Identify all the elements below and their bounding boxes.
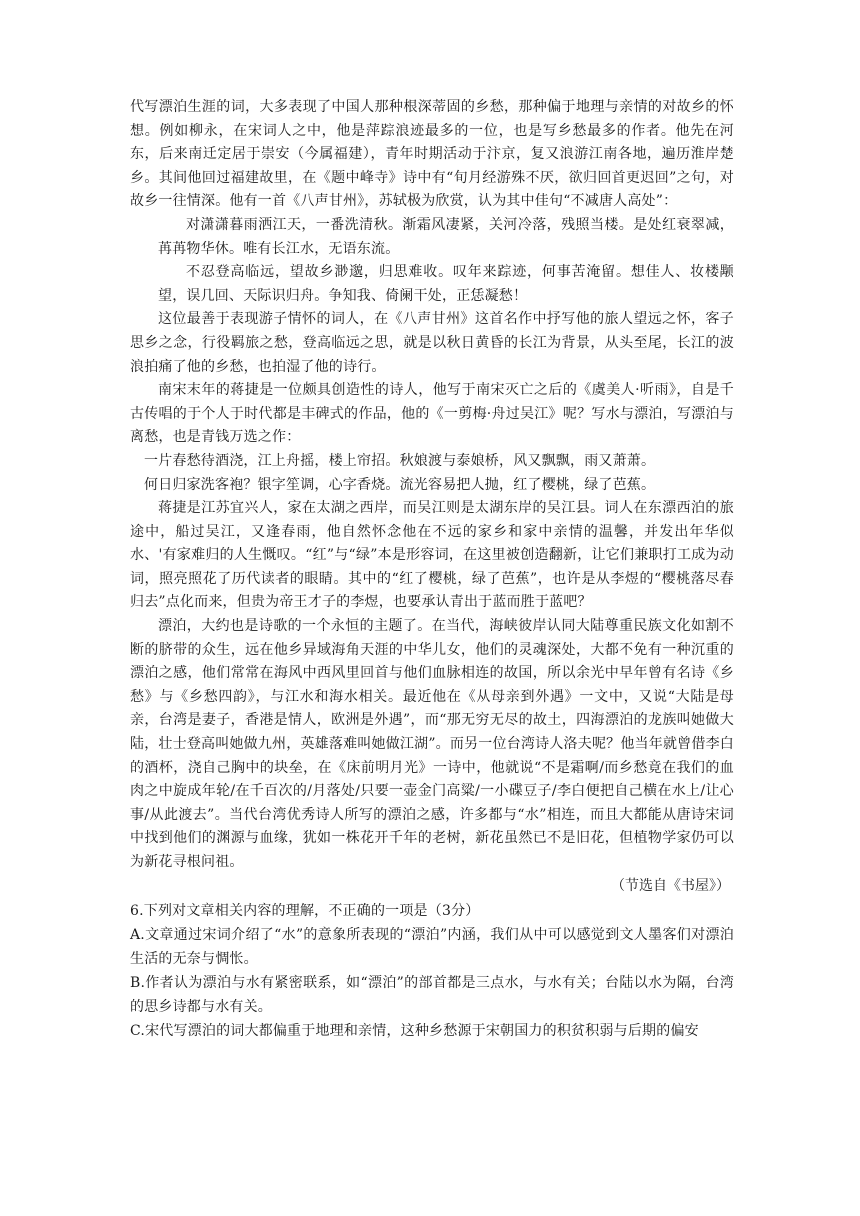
quoted-ci-stanza-1: 对潇潇暮雨洒江天，一番洗清秋。渐霜风凄紧，关河冷落，残照当楼。是处红衰翠减，苒苒物华休。唯有长江水，无语东流。 [158,216,734,257]
article-paragraph: 代写漂泊生涯的词，大多表现了中国人那种根深蒂固的乡愁，那种偏于地理与亲情的对故乡的怀想。例如柳永，在宋词人之中，他是萍踪浪迹最多的一位，也是写乡愁最多的作者。他先在河东，后来南迁定居于崇安（今属福建），青年时期活动于汴京，复又浪游江南各地，遍历淮岸楚乡。其间他回过福建故里，在《题中峰寺》诗中有“旬月经游殊不厌，欲归回首更迟回”之句，对故乡一往情深。他有一首《八声甘州》，苏轼极为欣赏，认为其中佳句“不减唐人高处”： [130,99,734,210]
article-paragraph: 蒋捷是江苏宜兴人，家在太湖之西岸，而吴江则是太湖东岸的吴江县。词人在东漂西泊的旅途中，船过吴江，又逢春雨，他自然怀念他在不远的家乡和家中亲情的温馨，并发出年华似水、'有家难归的人生慨叹。“红”与“绿”本是形容词，在这里被创造翻新，让它们兼职打工成为动词，照亮照花了历代读者的眼睛。其中的“红了樱桃，绿了芭蕉”，也许是从李煜的“樱桃落尽春归去”点化而来，但贵为帝王才子的李煜，也要承认青出于蓝而胜于蓝吧？ [130,500,734,611]
quoted-ci-line-1: 一片春愁待酒浇，江上舟摇，楼上帘招。秋娘渡与泰娘桥，风又飘飘，雨又萧萧。 [144,452,656,469]
question-6 [130,899,734,1043]
source-citation: （节选自《书屋》） [611,877,730,894]
article [130,96,734,875]
article-paragraph: 这位最善于表现游子情怀的词人，在《八声甘州》这首名作中抒写他的旅人望远之怀，客子思乡之念，行役羁旅之愁，登高临远之思，就是以秋日黄昏的长江为背景，从头至尾，长江的波浪拍痛了他的乡愁，也拍湿了他的诗行。 [130,311,734,375]
quoted-ci-stanza-2: 不忍登高临远，望故乡渺邈，归思难收。叹年来踪迹，何事苦淹留。想佳人、妆楼颙望，误几回、天际识归舟。争知我、倚阑干处，正恁凝愁！ [158,264,734,304]
option-c: C.宋代写漂泊的词大都偏重于地理和亲情，这种乡愁源于宋朝国力的积贫积弱与后期的偏安 [130,1023,699,1040]
document-page [130,96,734,1043]
article-paragraph: 漂泊，大约也是诗歌的一个永恒的主题了。在当代，海峡彼岸认同大陆尊重民族文化如割不断的脐带的众生，远在他乡异域海角天涯的中华儿女，他们的灵魂深处，大都不免有一种沉重的漂泊之感，他们常常在海风中西风里回首与他们血脉相连的故国，所以余光中早年曾有名诗《乡愁》与《乡愁四韵》，与江水和海水相关。最近他在《从母亲到外遇》一文中，又说“大陆是母亲，台湾是妻子，香港是情人，欧洲是外遇”，而“那无穷无尽的故土，四海漂泊的龙族叫她做大陆，壮士登高叫她做九州，英雄落难叫她做江湖”。而另一位台湾诗人洛夫呢？他当年就曾借李白的酒杯，浇自己胸中的块垒，在《床前明月光》一诗中，他就说“不是霜啊/而乡愁竟在我们的血肉之中旋成年轮/在千百次的/月落处/只要一壶金门高粱/一小碟豆子/李白便把自己横在水上/让心事/从此渡去”。当代台湾优秀诗人所写的漂泊之感，许多都与“水”相连，而且大都能从唐诗宋词中找到他们的渊源与血缘，犹如一株花开千年的老树，新花虽然已不是旧花，但植物学家仍可以为新花寻根问祖。 [130,618,734,870]
quoted-ci-line-2: 何日归家洗客袍？银字笙调，心字香烧。流光容易把人抛，红了樱桃，绿了芭蕉。 [144,476,656,493]
option-b: B.作者认为漂泊与水有紧密联系，如“漂泊”的部首都是三点水，与水有关；台陆以水为隔，台湾的思乡诗都与水有关。 [130,975,734,1016]
question-stem: 6.下列对文章相关内容的理解，不正确的一项是（3分） [130,903,480,920]
option-a: A.文章通过宋词介绍了“水”的意象所表现的“漂泊”内涵，我们从中可以感觉到文人墨客们对漂泊生活的无奈与惆怅。 [130,927,734,968]
article-paragraph: 南宋末年的蒋捷是一位颇具创造性的诗人，他写于南宋灭亡之后的《虞美人·听雨》，自是千古传唱的于个人于时代都是丰碑式的作品，他的《一剪梅·舟过吴江》呢？写水与漂泊，写漂泊与离愁，也是青钱万选之作： [130,382,734,446]
